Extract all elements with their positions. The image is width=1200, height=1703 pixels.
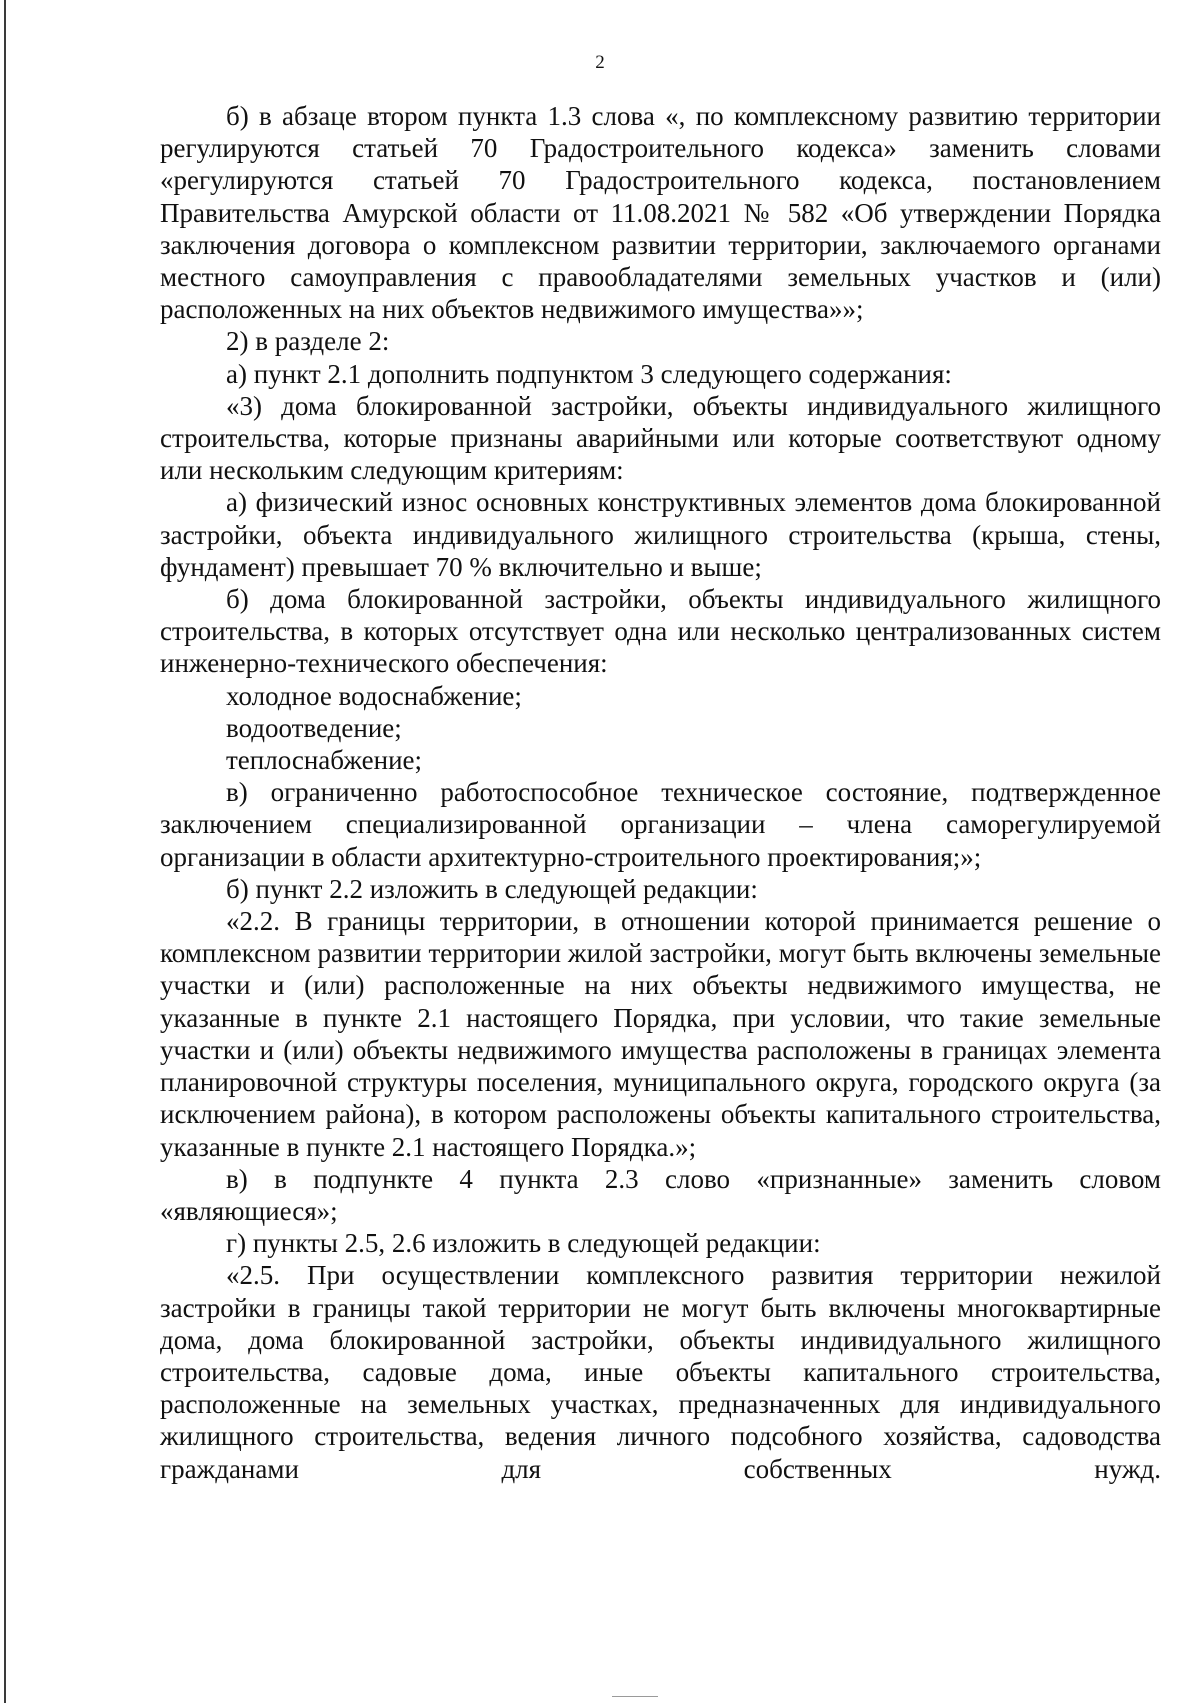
list-item-cold-water: холодное водоснабжение; [226, 680, 522, 711]
paragraph-a-punkt-2-1: а) пункт 2.1 дополнить подпунктом 3 следующего содержания: [226, 358, 952, 389]
paragraph-b-punkt-2-2: б) пункт 2.2 изложить в следующей редакции: [226, 873, 758, 904]
scan-edge-line [4, 0, 6, 1703]
paragraph-criterion-v: в) ограниченно работоспособное техническое состояние, подтвержденное заключением специализированной организации – члена саморегулируемой организации в области архитектурно-строительного проектирования;»; [160, 777, 1161, 872]
list-item-heating: теплоснабжение; [226, 745, 423, 776]
paragraph-quote-2-2: «2.2. В границы территории, в отношении которой принимается решение о комплексном развитии территории жилой застройки, могут быть включены земельные участки и (или) расположенные на них объекты недвижимого имущества, не указанные в пункте 2.1 настоящего Порядка, при условии, что такие земельные участки и (или) объекты недвижимого имущества расположены в границах элемента планировочной структуры поселения, муниципального округа, городского округа (за исключением района), в котором расположены объекты капитального строительства, указанные в пункте 2.1 настоящего Порядка.»; [160, 906, 1161, 1162]
paragraph-v-punkt-2-3: в) в подпункте 4 пункта 2.3 слово «признанные» заменить словом «являющиеся»; [160, 1163, 1161, 1226]
paragraph-section-2: 2) в разделе 2: [226, 326, 390, 357]
paragraph-quote-3: «3) дома блокированной застройки, объекты индивидуального жилищного строительства, которые признаны аварийными или которые соответствуют одному или нескольким следующим критериям: [160, 390, 1161, 486]
paragraph-g-punkty-2-5-2-6: г) пункты 2.5, 2.6 изложить в следующей редакции: [226, 1228, 821, 1259]
page-number: 2 [595, 52, 605, 73]
paragraph-quote-2-5: «2.5. При осуществлении комплексного развития территории нежилой застройки в границы такой территории не могут быть включены многоквартирные дома, дома блокированной застройки, объекты индивидуального жилищного строительства, садовые дома, иные объекты капитального строительства, расположенные на земельных участках, предназначенных для индивидуального жилищного строительства, ведения личного подсобного хозяйства, садоводства гражданами для собственных нужд. [160, 1260, 1161, 1484]
scan-artifact-mark [612, 1696, 658, 1697]
paragraph-criterion-a: а) физический износ основных конструктивных элементов дома блокированной застройки, объекта индивидуального жилищного строительства (крыша, стены, фундамент) превышает 70 % включительно и выше; [160, 487, 1161, 582]
paragraph-b-abzac: б) в абзаце втором пункта 1.3 слова «, по комплексному развитию территории регулируются статьей 70 Градостроительного кодекса» заменить словами «регулируются статьей 70 Градостроительного кодекса, постановлением Правительства Амурской области от 11.08.2021 № 582 «Об утверждении Порядка заключения договора о комплексном развитии территории, заключаемого органами местного самоуправления с правообладателями земельных участков и (или) расположенных на них объектов недвижимого имущества»»; [160, 101, 1161, 325]
list-item-drainage: водоотведение; [226, 712, 402, 743]
paragraph-criterion-b: б) дома блокированной застройки, объекты индивидуального жилищного строительства, в которых отсутствует одна или несколько централизованных систем инженерно-технического обеспечения: [160, 584, 1161, 679]
document-body [160, 100, 1161, 1485]
